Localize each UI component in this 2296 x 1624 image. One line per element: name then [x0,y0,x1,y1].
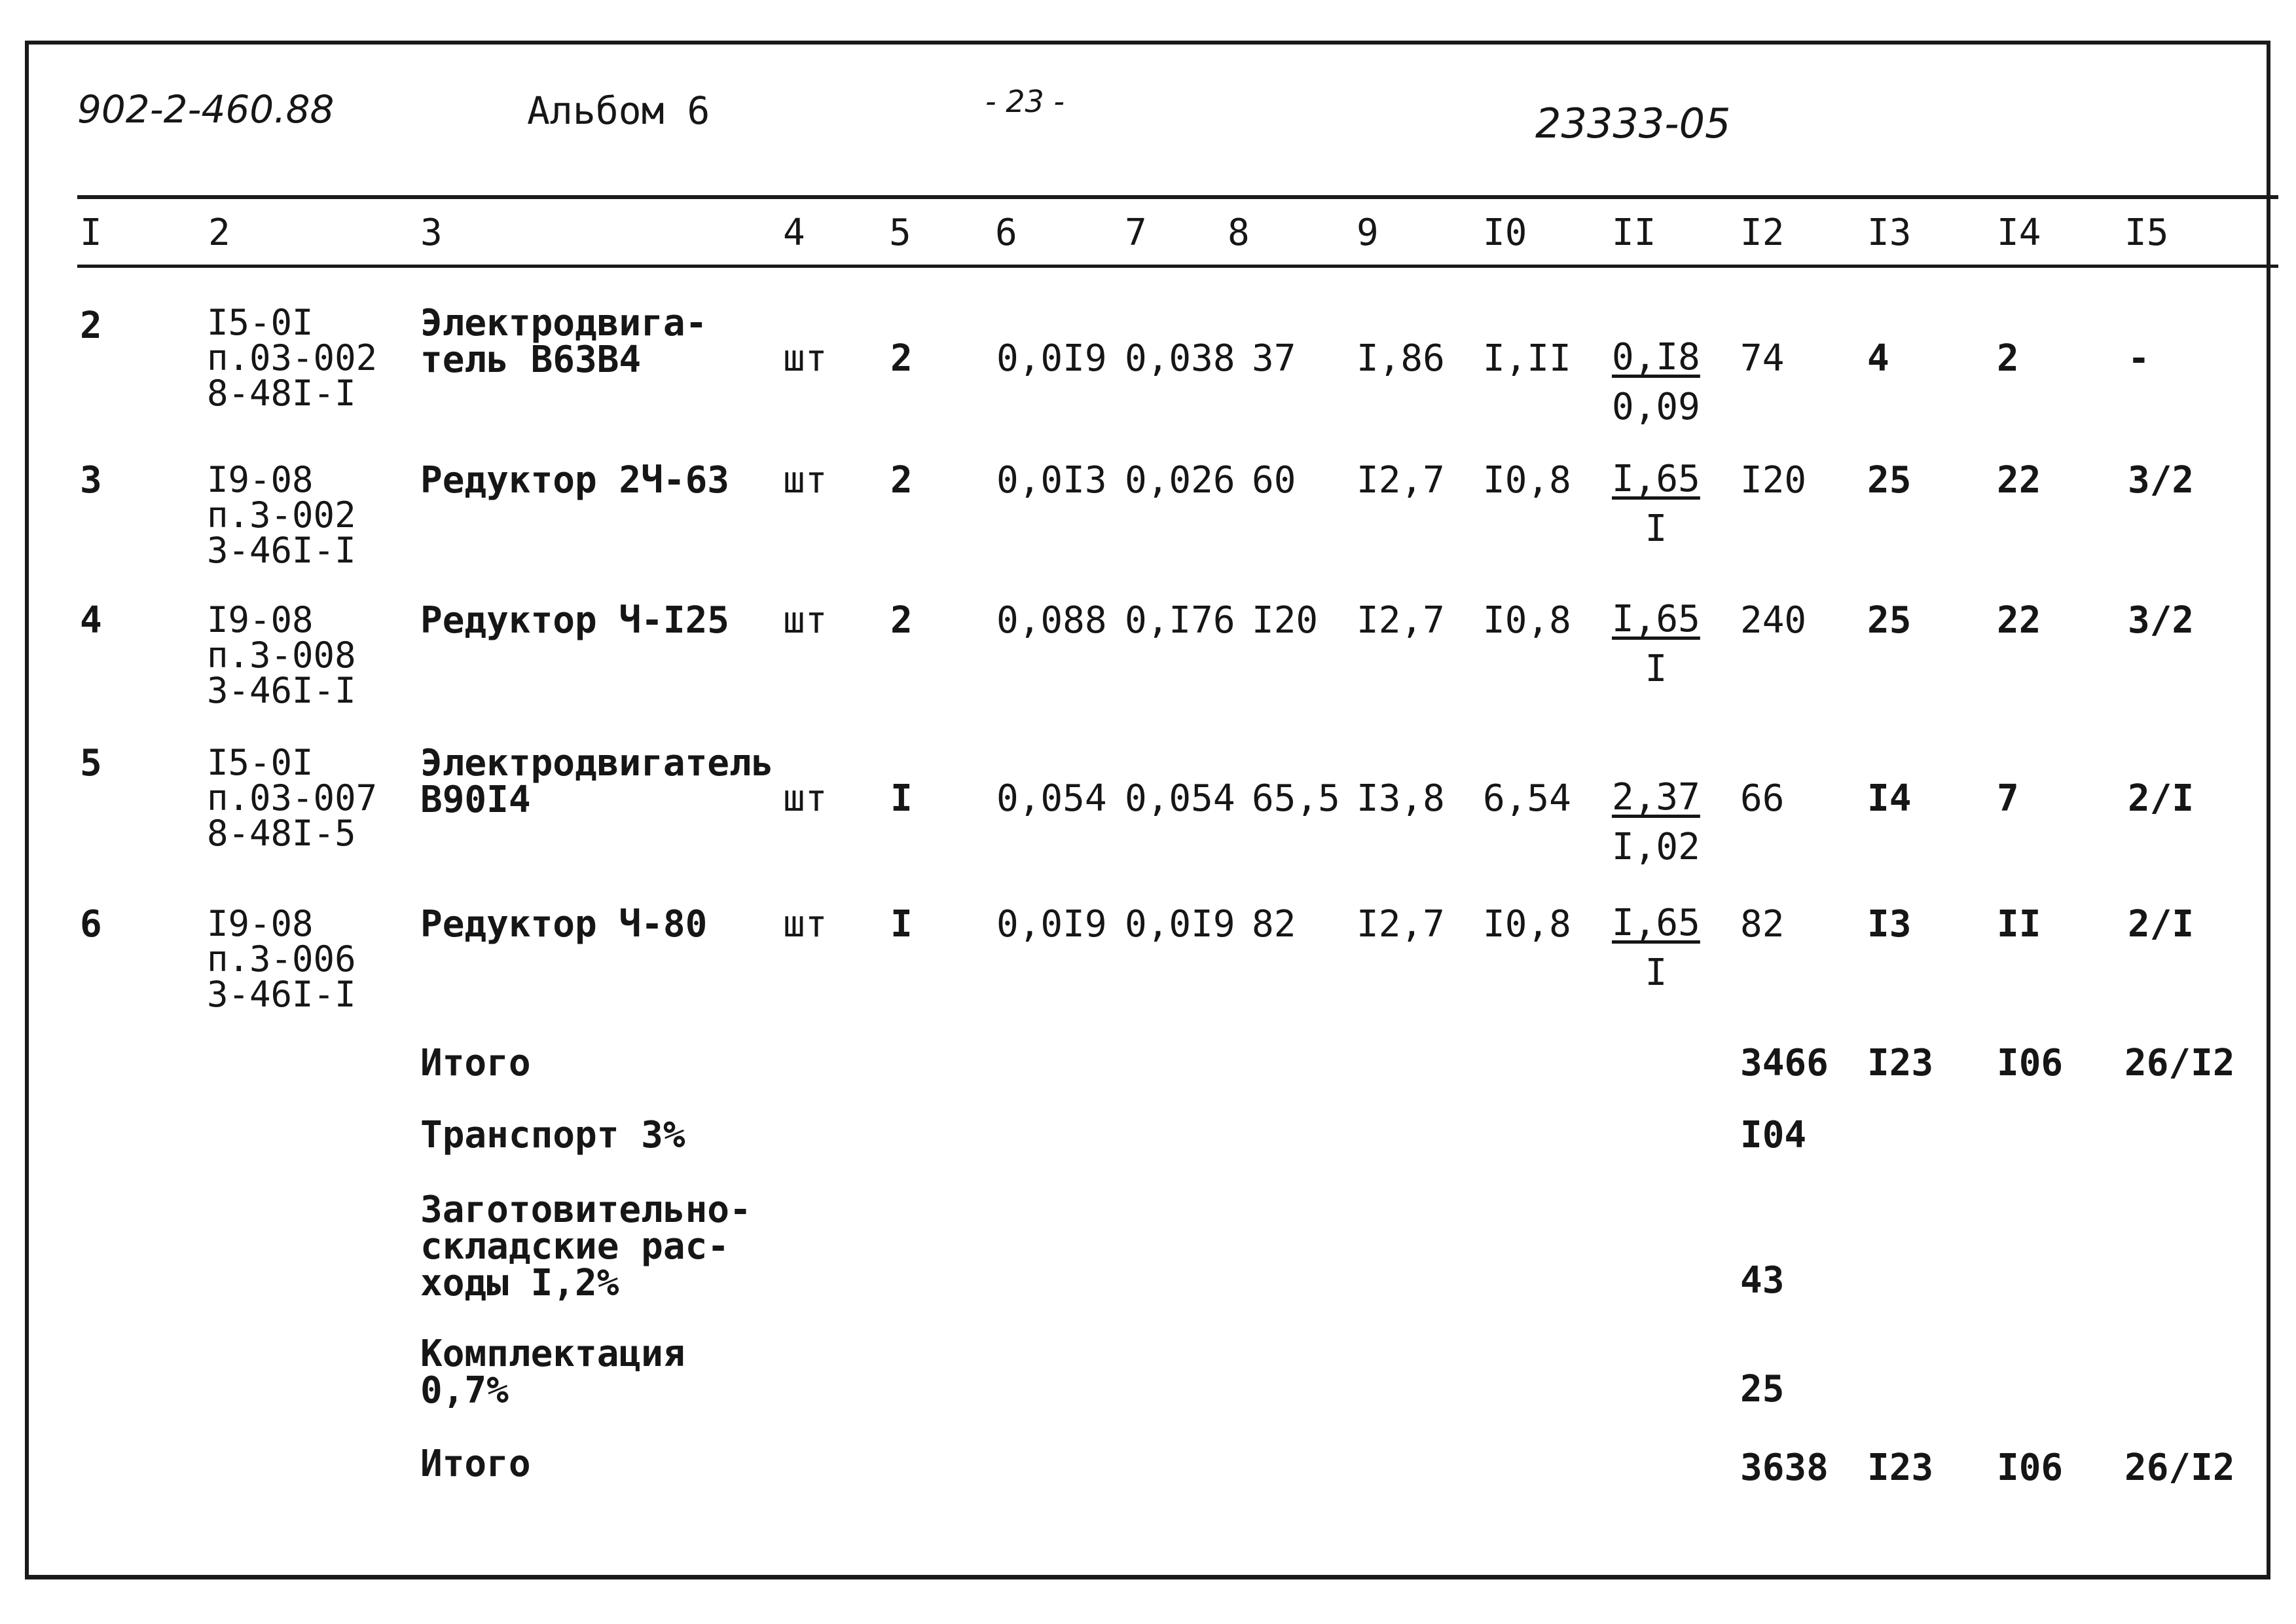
row-col6: 0,0I9 [996,337,1107,380]
row-col8: I20 [1252,599,1319,642]
album-label: Альбом 6 [527,88,710,133]
header-rule-bottom [77,265,2278,268]
row-number: 4 [80,599,102,642]
row-col14: 7 [1997,777,2019,820]
row-col6: 0,054 [996,777,1107,820]
row-col8: 65,5 [1252,777,1340,820]
row-col9: I2,7 [1357,459,1445,502]
summary-col12: 25 [1740,1368,1785,1411]
col-num-15: I5 [2124,212,2169,254]
col-num-11: II [1612,212,1656,254]
col-num-4: 4 [783,212,805,254]
row-unit: шт [783,337,828,380]
col-num-3: 3 [420,212,443,254]
col-num-6: 6 [995,212,1017,254]
row-col13: 25 [1867,599,1912,642]
row-col7: 0,026 [1125,459,1235,502]
row-col15: 3/2 [2128,599,2195,642]
row-col10: I0,8 [1483,903,1571,946]
row-col15: 3/2 [2128,459,2195,502]
row-number: 6 [80,903,102,946]
summary-label: Итого [420,1042,531,1084]
row-col11-fraction: $\frac{2,37}{I,02}$ [1612,776,1700,868]
row-col15: 2/I [2128,903,2195,946]
row-col10: I0,8 [1483,459,1571,502]
summary-col12: 3638 [1740,1447,1829,1489]
summary-col15: 26/I2 [2124,1447,2235,1489]
row-col11-fraction: $\frac{I,65}{I}$ [1612,458,1700,550]
row-col15: 2/I [2128,777,2195,820]
col-num-2: 2 [208,212,230,254]
row-col8: 37 [1252,337,1296,380]
row-name: Редуктор Ч-I25 [420,599,730,642]
row-col12: 66 [1740,777,1785,820]
row-col9: I2,7 [1357,903,1445,946]
col-num-5: 5 [889,212,911,254]
row-col9: I3,8 [1357,777,1445,820]
row-col12: 74 [1740,337,1785,380]
row-name: Электродвига- тель В63В4 [420,302,708,381]
page-number: - 23 - [985,84,1065,119]
row-col6: 0,0I3 [996,459,1107,502]
row-col9: I,86 [1357,337,1445,380]
row-col13: I4 [1867,777,1912,820]
row-name: Редуктор 2Ч-63 [420,459,730,502]
row-code: I9-08 п.3-006 3-46I-I [207,903,356,1015]
col-num-8: 8 [1228,212,1250,254]
row-col12: 82 [1740,903,1785,946]
summary-label: Заготовительно- складские рас- ходы I,2% [420,1189,752,1304]
inventory-number: 23333-05 [1535,100,1731,147]
doc-code: 902-2-460.88 [77,87,335,132]
row-col8: 82 [1252,903,1296,946]
row-col11-fraction: $\frac{I,65}{I}$ [1612,598,1700,690]
row-col6: 0,0I9 [996,903,1107,946]
row-code: I5-0I п.03-002 8-48I-I [207,302,378,414]
row-name: Электродвигатель В90I4 [420,742,774,821]
row-col14: II [1997,903,2041,946]
row-unit: шт [783,903,828,946]
row-col15: - [2128,337,2150,380]
summary-col13: I23 [1867,1447,1934,1489]
summary-label: Итого [420,1443,531,1485]
row-number: 3 [80,459,102,502]
summary-label: Комплектация 0,7% [420,1333,685,1412]
row-col7: 0,I76 [1125,599,1235,642]
row-qty: I [890,777,913,820]
row-col13: 4 [1867,337,1889,380]
col-num-1: I [80,212,102,254]
row-qty: 2 [890,337,913,380]
row-code: I9-08 п.3-002 3-46I-I [207,459,356,571]
summary-col12: I04 [1740,1114,1807,1156]
row-col10: I0,8 [1483,599,1571,642]
summary-col15: 26/I2 [2124,1042,2235,1084]
summary-col14: I06 [1997,1042,2064,1084]
col-num-9: 9 [1357,212,1379,254]
row-col12: 240 [1740,599,1807,642]
summary-col13: I23 [1867,1042,1934,1084]
row-qty: I [890,903,913,946]
summary-col14: I06 [1997,1447,2064,1489]
row-col14: 22 [1997,459,2041,502]
row-col11-fraction: $\frac{I,65}{I}$ [1612,902,1700,994]
col-num-13: I3 [1867,212,1912,254]
col-num-7: 7 [1125,212,1147,254]
summary-col12: 3466 [1740,1042,1829,1084]
row-col7: 0,038 [1125,337,1235,380]
row-qty: 2 [890,599,913,642]
row-code: I9-08 п.3-008 3-46I-I [207,599,356,711]
row-col14: 2 [1997,337,2019,380]
row-unit: шт [783,459,828,502]
row-name: Редуктор Ч-80 [420,903,708,946]
col-num-12: I2 [1740,212,1785,254]
header-rule-top [77,195,2278,199]
row-col9: I2,7 [1357,599,1445,642]
row-col7: 0,054 [1125,777,1235,820]
row-col8: 60 [1252,459,1296,502]
row-col14: 22 [1997,599,2041,642]
summary-label: Транспорт 3% [420,1114,685,1156]
summary-col12: 43 [1740,1259,1785,1302]
row-col7: 0,0I9 [1125,903,1235,946]
col-num-10: I0 [1483,212,1527,254]
row-number: 5 [80,742,102,784]
row-col10: 6,54 [1483,777,1571,820]
row-col6: 0,088 [996,599,1107,642]
row-number: 2 [80,304,102,347]
row-col10: I,II [1483,337,1571,380]
row-col13: I3 [1867,903,1912,946]
row-code: I5-0I п.03-007 8-48I-5 [207,742,378,854]
row-col13: 25 [1867,459,1912,502]
col-num-14: I4 [1997,212,2041,254]
row-qty: 2 [890,459,913,502]
row-col11-fraction: $\frac{0,I8}{0,09}$ [1612,336,1700,428]
row-unit: шт [783,777,828,820]
row-unit: шт [783,599,828,642]
row-col12: I20 [1740,459,1807,502]
